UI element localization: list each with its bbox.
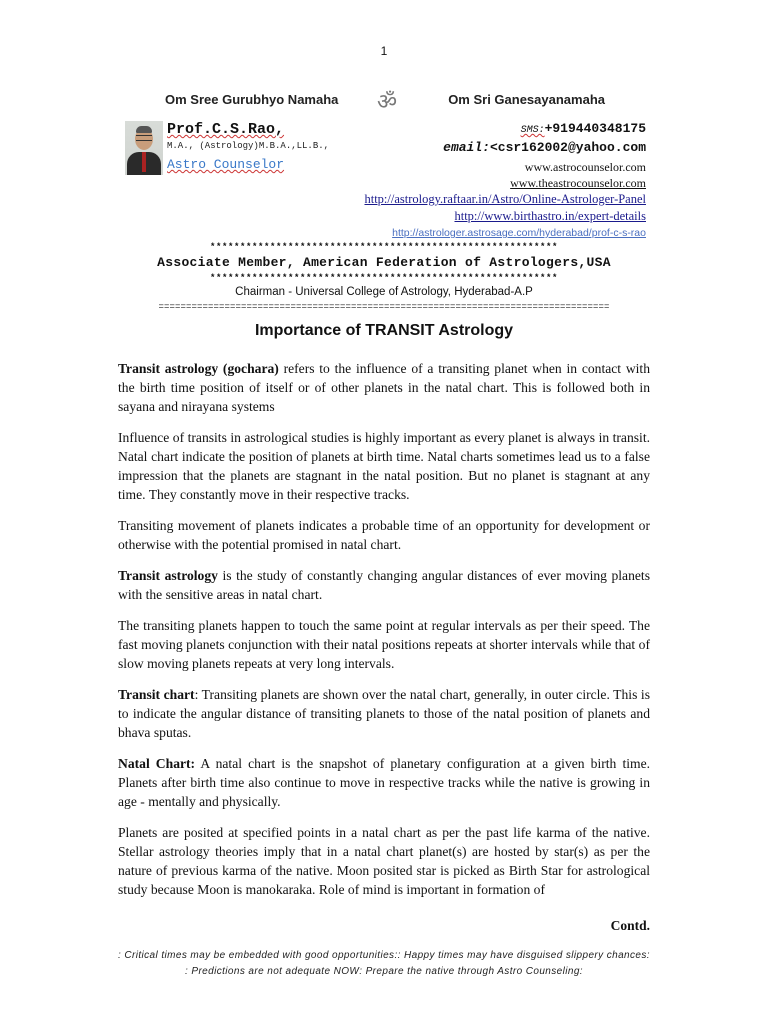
- paragraph: Transiting movement of planets indicates a probable time of an opportunity for development or otherwise with the potential promised in natal chart.: [118, 518, 650, 552]
- email-label: email:: [443, 140, 490, 155]
- website-link[interactable]: www.astrocounselor.com: [524, 160, 646, 174]
- contact-info: [364, 121, 646, 242]
- paragraph: The transiting planets happen to touch the same point at regular intervals as per their speed. The fast moving planets conjunction with their natal positions repeats at shorter intervals while that of slow moving planets repeats at very long intervals.: [118, 618, 650, 671]
- author-role: Astro Counselor: [167, 157, 285, 172]
- website-link[interactable]: www.theastrocounselor.com: [510, 176, 646, 190]
- chairman-line: Chairman - Universal College of Astrology, Hyderabad-A.P: [235, 286, 533, 298]
- sms-label: SMS:: [520, 125, 545, 136]
- footer-line: : Predictions are not adequate NOW: Prepare the native through Astro Counseling:: [185, 966, 583, 977]
- author-qualifications: M.A., (Astrology)M.B.A.,LL.B.,: [167, 141, 330, 151]
- raftaar-link[interactable]: http://astrology.raftaar.in/Astro/Online-Astrologer-Panel: [364, 192, 646, 206]
- email-contact: [364, 140, 646, 159]
- astrosage-link[interactable]: http://astrologer.astrosage.com/hyderabad/prof-c-s-rao: [392, 227, 646, 239]
- paragraph: Transit chart: Transiting planets are shown over the natal chart, generally, in outer circle. This is to indicate the angular distance of transiting planets to those of the natal position of planets and bhava sputas.: [118, 687, 650, 740]
- page-number: 1: [380, 44, 388, 58]
- association-line: Associate Member, American Federation of Astrologers,USA: [157, 255, 611, 270]
- sms-number: +919440348175: [544, 121, 646, 136]
- author-photo: [125, 121, 163, 175]
- body-text: [118, 359, 650, 911]
- footer-line: : Critical times may be embedded with good opportunities:: Happy times may have disguised slippery chances:: [118, 950, 650, 961]
- birthastro-link[interactable]: http://www.birthastro.in/expert-details: [454, 209, 646, 223]
- author-name: Prof.C.S.Rao,: [167, 121, 285, 138]
- star-divider: **********************************************************: [209, 273, 559, 283]
- sms-contact: [364, 121, 646, 140]
- paragraph: Influence of transits in astrological studies is highly important as every planet is always in transit. Natal chart indicate the position of planets at birth time. Natal charts sometimes lead us to a false impression that the planets are stagnant in the natal position. But no planet is stagnant at any time. They constantly move in their respective tracks.: [118, 430, 650, 502]
- salutation-row: [165, 88, 605, 112]
- author-info: [167, 121, 329, 172]
- footer: [0, 948, 768, 980]
- salutation-left: Om Sree Gurubhyo Namaha: [165, 92, 339, 107]
- salutation-right: Om Sri Ganesayanamaha: [448, 92, 605, 107]
- document-title: Importance of TRANSIT Astrology: [254, 322, 514, 339]
- email-address[interactable]: <csr162002@yahoo.com: [489, 140, 646, 155]
- om-icon: ॐ: [377, 89, 398, 114]
- paragraph: Natal Chart: A natal chart is the snapshot of planetary configuration at a given birth time. Planets after birth time also continue to move in respective tracks while the native is growing in age - mentally and physically.: [118, 756, 651, 809]
- contd-label: Contd.: [610, 918, 650, 933]
- paragraph: Planets are posited at specified points in a natal chart as per the past life karma of the native. Stellar astrology theories imply that in a natal chart planet(s) are hosted by star(s) as per the nature of previous karma of the native. Moon posited star is picked as Birth Star for astrological study because Moon is manokaraka. Role of mind is important in formation of: [118, 825, 650, 897]
- equals-divider: ==================================================================================: [158, 302, 610, 312]
- star-divider: **********************************************************: [209, 242, 559, 252]
- paragraph: Transit astrology (gochara) refers to the influence of a transiting planet when in contact with the birth time position of itself or of other planets in the natal chart. This is followed both in sayana and nirayana systems: [118, 361, 651, 414]
- paragraph: Transit astrology is the study of constantly changing angular distances of ever moving planets with the sensitive areas in natal chart.: [118, 568, 650, 602]
